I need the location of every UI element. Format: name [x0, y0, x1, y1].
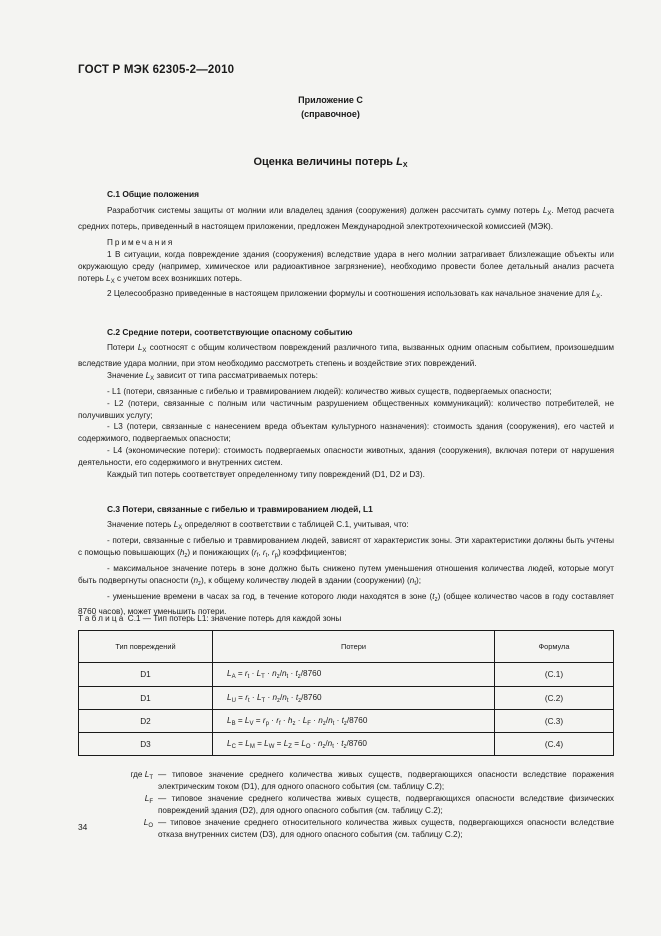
- table-row: [79, 663, 614, 687]
- table-row: [79, 687, 614, 710]
- c2-paragraph-2: Значение $L_Х$ зависит от типа рассматриваемых потерь:: [107, 370, 318, 382]
- loss-formula-cell: $L_B = L_V = r_p \cdot r_f \cdot h_z \cdot L_F \cdot n_z/n_t \cdot t_z/8760$: [213, 710, 495, 733]
- section-c1-body: [78, 205, 614, 304]
- c1-paragraph: Разработчик системы защиты от молнии или владелец здания (сооружения) должен рассчитать сумму потерь $L_Х$. Метод расчета средних потерь, приведенный в настоящем приложении, предложен Международной электротехнической комиссией (МЭК).: [78, 206, 615, 231]
- formula-number-cell: (С.1): [495, 663, 614, 687]
- annex-title: Оценка величины потерь $L_X$: [253, 156, 408, 169]
- loss-table: [78, 630, 614, 756]
- table-header-row: [79, 631, 614, 663]
- formula-number-cell: (С.4): [495, 733, 614, 756]
- c3-bullet-1: - потери, связанные с гибелью и травмированием людей, зависят от характеристик зоны. Эти характеристики должны быть учтены с помощью повышающих $(h_z)$ и понижающих ($r_f$, $r_t$, $r_p$) коэффициентов;: [78, 535, 614, 559]
- section-c3-body: [78, 519, 614, 618]
- annex-label: Приложение С: [298, 95, 363, 105]
- loss-type-l2: - L2 (потери, связанные с полным или частичным разрушением общественных коммуникаций): количество потребителей, не получивших услугу;: [78, 398, 614, 420]
- definition-lo: $L_O$ — типовое значение среднего относительного количества живых существ, подвергающихся опасности вследствие отказа внутренних систем (D3), для одного опасного события (см. таблицу С.2);: [143, 817, 614, 839]
- definition-lt: где $L_T$ — типовое значение среднего количества живых существ, подвергающихся опасности вследствие поражения электрическим током (D1), для одного опасного события (см. таблицу С.2);: [130, 770, 614, 791]
- loss-formula-cell: $L_A = r_t \cdot L_T \cdot n_z/n_t \cdot t_z/8760$: [213, 663, 495, 687]
- loss-formula-cell: $L_U = r_t \cdot L_T \cdot n_z/n_t \cdot t_z/8760$: [213, 687, 495, 710]
- section-c1-heading: С.1 Общие положения: [107, 189, 200, 199]
- section-c3-heading: С.3 Потери, связанные с гибелью и травмированием людей, L1: [107, 504, 373, 514]
- damage-type-cell: D2: [79, 710, 213, 733]
- c3-paragraph: Значение потерь $L_Х$ определяют в соответствии с таблицей С.1, учитывая, что:: [107, 520, 409, 531]
- loss-type-l1: - L1 (потери, связанные с гибелью и травмированием людей): количество живых существ, подвергаемых опасности;: [107, 386, 552, 396]
- table-header-cell: Тип повреждений: [79, 631, 213, 663]
- damage-type-cell: D1: [79, 687, 213, 710]
- note-1: 1 В ситуации, когда повреждение здания (сооружения) вследствие удара в него молнии затрагивает близлежащие объекты или окружающую среду (например, химическое или радиоактивное загрязнение), необходимо провести более детальный анализ расчета потерь $L_Х$ с учетом всех возникших потерь.: [78, 249, 614, 285]
- page-number: 34: [78, 822, 88, 832]
- definition-lf: $L_F$ — типовое значение среднего количества живых существ, подвергающихся опасности вследствие физических повреждений здания (D2), для одного опасного события (см. таблицу С.2);: [144, 793, 614, 815]
- table-caption: Таблица С.1 — Тип потерь L1: значение потерь для каждой зоны: [78, 614, 342, 623]
- definitions: [78, 769, 614, 840]
- formula-number-cell: (С.2): [495, 687, 614, 710]
- formula-number-cell: (С.3): [495, 710, 614, 733]
- c3-bullet-2: - максимальное значение потерь в зоне должно быть снижено путем уменьшения отношения количества людей, которые могут быть подвергнуты опасности $(n_z)$, к общему количеству людей в здании (сооружении) $(n_t)$;: [78, 563, 614, 587]
- table-header-cell: Потери: [213, 631, 495, 663]
- annex-kind: (справочное): [301, 109, 360, 119]
- table-row: [79, 710, 614, 733]
- damage-type-cell: D3: [79, 733, 213, 756]
- notes-label: Примечания: [107, 237, 175, 247]
- loss-type-l3: - L3 (потери, связанные с нанесением вреда объектам культурного назначения): стоимость здания (сооружения), его частей и содержимого, подвергаемых опасности;: [78, 422, 614, 444]
- table-header-cell: Формула: [495, 631, 614, 663]
- document-header: ГОСТ Р МЭК 62305-2—2010: [78, 64, 235, 76]
- section-c2-body: [78, 342, 614, 481]
- c2-paragraph-3: Каждый тип потерь соответствует определенному типу повреждений (D1, D2 и D3).: [107, 470, 425, 480]
- c2-paragraph-1: Потери $L_Х$ соотносят с общим количеством повреждений различного типа, вызванных одним опасным событием, произошедшим вследствие удара молнии, при этом необходимо рассмотреть степень и воздействие этих повреждений.: [78, 343, 614, 368]
- note-2: 2 Целесообразно приведенные в настоящем приложении формулы и соотношения использовать как начальное значение для $L_Х$.: [107, 289, 603, 301]
- loss-type-l4: - L4 (экономические потери): стоимость подвергаемых опасности животных, здания (сооружения), включая потери от нарушения деятельности, его содержимого и внутренних систем.: [78, 446, 614, 468]
- c3-bullet-3: - уменьшение времени в часах за год, в течение которого люди находятся в зоне $(t_z)$ (общее количество часов в году составляет 8760 часов), может уменьшить потери.: [78, 591, 614, 617]
- loss-formula-cell: $L_C = L_M = L_W = L_Z = L_O \cdot n_z/n_t \cdot t_z/8760$: [213, 733, 495, 756]
- section-c2-heading: С.2 Средние потери, соответствующие опасному событию: [107, 327, 353, 337]
- table-row: [79, 733, 614, 756]
- damage-type-cell: D1: [79, 663, 213, 687]
